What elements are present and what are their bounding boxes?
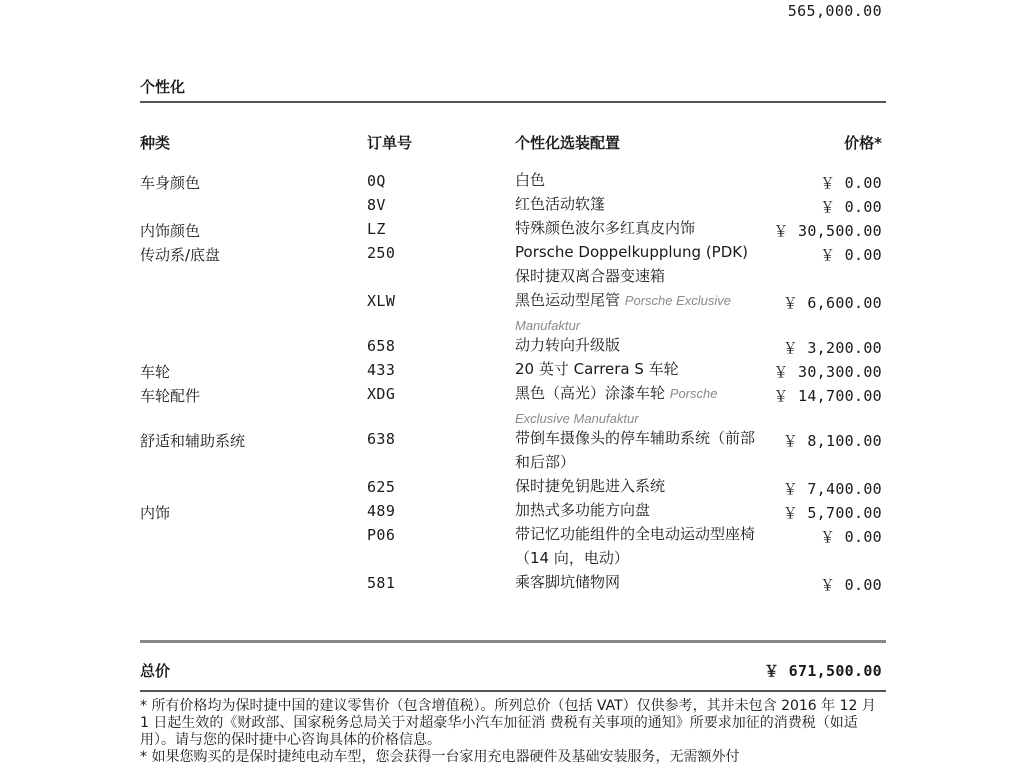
row-price: ￥ 6,600.00 [782,294,882,312]
total-label: 总价 [140,662,171,680]
row-option [515,426,760,474]
total-divider-bottom [140,690,886,692]
total-value: ￥ 671,500.00 [764,662,882,680]
base-price: 565,000.00 [787,2,882,20]
header-code: 订单号 [367,134,413,152]
row-category: 传动系/底盘 [140,246,221,264]
row-code: LZ [367,220,386,238]
row-category: 内饰颜色 [140,222,201,240]
header-category: 种类 [140,134,171,152]
row-option-text: 白色 [515,171,546,189]
header-option: 个性化选装配置 [515,134,621,152]
row-option-text: 特殊颜色波尔多红真皮内饰 [515,219,696,237]
row-option [515,288,760,338]
row-option [515,216,760,240]
row-price: ￥ 0.00 [820,576,882,594]
row-code: 8V [367,196,386,214]
row-option [515,474,760,498]
row-option-text: 黑色运动型尾管 [515,291,621,309]
section-divider [140,101,886,103]
row-code: 489 [367,502,396,520]
row-code: XLW [367,292,396,310]
row-category: 内饰 [140,504,171,522]
row-option [515,240,760,288]
row-option-text: 带倒车摄像头的停车辅助系统（前部和后部） [515,429,756,471]
row-price: ￥ 0.00 [820,174,882,192]
row-category: 车轮配件 [140,387,201,405]
row-code: 658 [367,337,396,355]
row-price: ￥ 0.00 [820,246,882,264]
footnote-block [140,698,886,766]
row-category: 车轮 [140,363,171,381]
row-price: ￥ 3,200.00 [782,339,882,357]
row-code: 433 [367,361,396,379]
row-option-text: 红色活动软篷 [515,195,606,213]
row-option [515,570,760,594]
row-option-text: 20 英寸 Carrera S 车轮 [515,360,679,378]
footnote-ev: * 如果您购买的是保时捷纯电动车型，您会获得一台家用充电器硬件及基础安装服务，无需额外付 [140,749,740,765]
row-price: ￥ 8,100.00 [782,432,882,450]
row-code: 250 [367,244,396,262]
row-code: 625 [367,478,396,496]
row-code: P06 [367,526,396,544]
row-price: ￥ 14,700.00 [773,387,882,405]
row-option-text: 黑色（高光）涂漆车轮 [515,384,666,402]
row-price: ￥ 30,300.00 [773,363,882,381]
row-option [515,333,760,357]
header-price: 价格* [844,134,882,152]
row-option-text: 保时捷免钥匙进入系统 [515,477,666,495]
row-price: ￥ 0.00 [820,198,882,216]
total-divider-top [140,640,886,643]
row-category: 舒适和辅助系统 [140,432,246,450]
row-option [515,168,760,192]
row-option-text: 加热式多功能方向盘 [515,501,651,519]
row-option-tag: Porsche Exclusive Manufaktur [515,386,718,426]
row-price: ￥ 7,400.00 [782,480,882,498]
row-option-text: 带记忆功能组件的全电动运动型座椅（14 向，电动） [515,525,756,567]
row-code: 638 [367,430,396,448]
row-category: 车身颜色 [140,174,201,192]
row-price: ￥ 30,500.00 [773,222,882,240]
row-option [515,381,760,431]
row-option-text: 乘客脚坑储物网 [515,573,621,591]
row-code: 581 [367,574,396,592]
section-title: 个性化 [140,78,186,96]
row-price: ￥ 5,700.00 [782,504,882,522]
row-option-tag: Porsche Exclusive Manufaktur [515,293,732,333]
row-option-text: Porsche Doppelkupplung (PDK) 保时捷双离合器变速箱 [515,243,748,285]
row-option [515,192,760,216]
row-price: ￥ 0.00 [820,528,882,546]
row-option [515,498,760,522]
footnote-vat: * 所有价格均为保时捷中国的建议零售价（包含增值税）。所列总价（包括 VAT）仅供参考，其并未包含 2016 年 12 月 1 日起生效的《财政部、国家税务总局关于对超豪华小汽车加征消 费税有关事项的通知》所要求加征的消费税（如适用）。请与您的保时捷中心咨询具体的价格信息。 [140,698,876,748]
row-code: 0Q [367,172,386,190]
row-option [515,357,760,381]
row-option-text: 动力转向升级版 [515,336,621,354]
configuration-sheet [140,0,886,768]
row-code: XDG [367,385,396,403]
row-option [515,522,760,570]
